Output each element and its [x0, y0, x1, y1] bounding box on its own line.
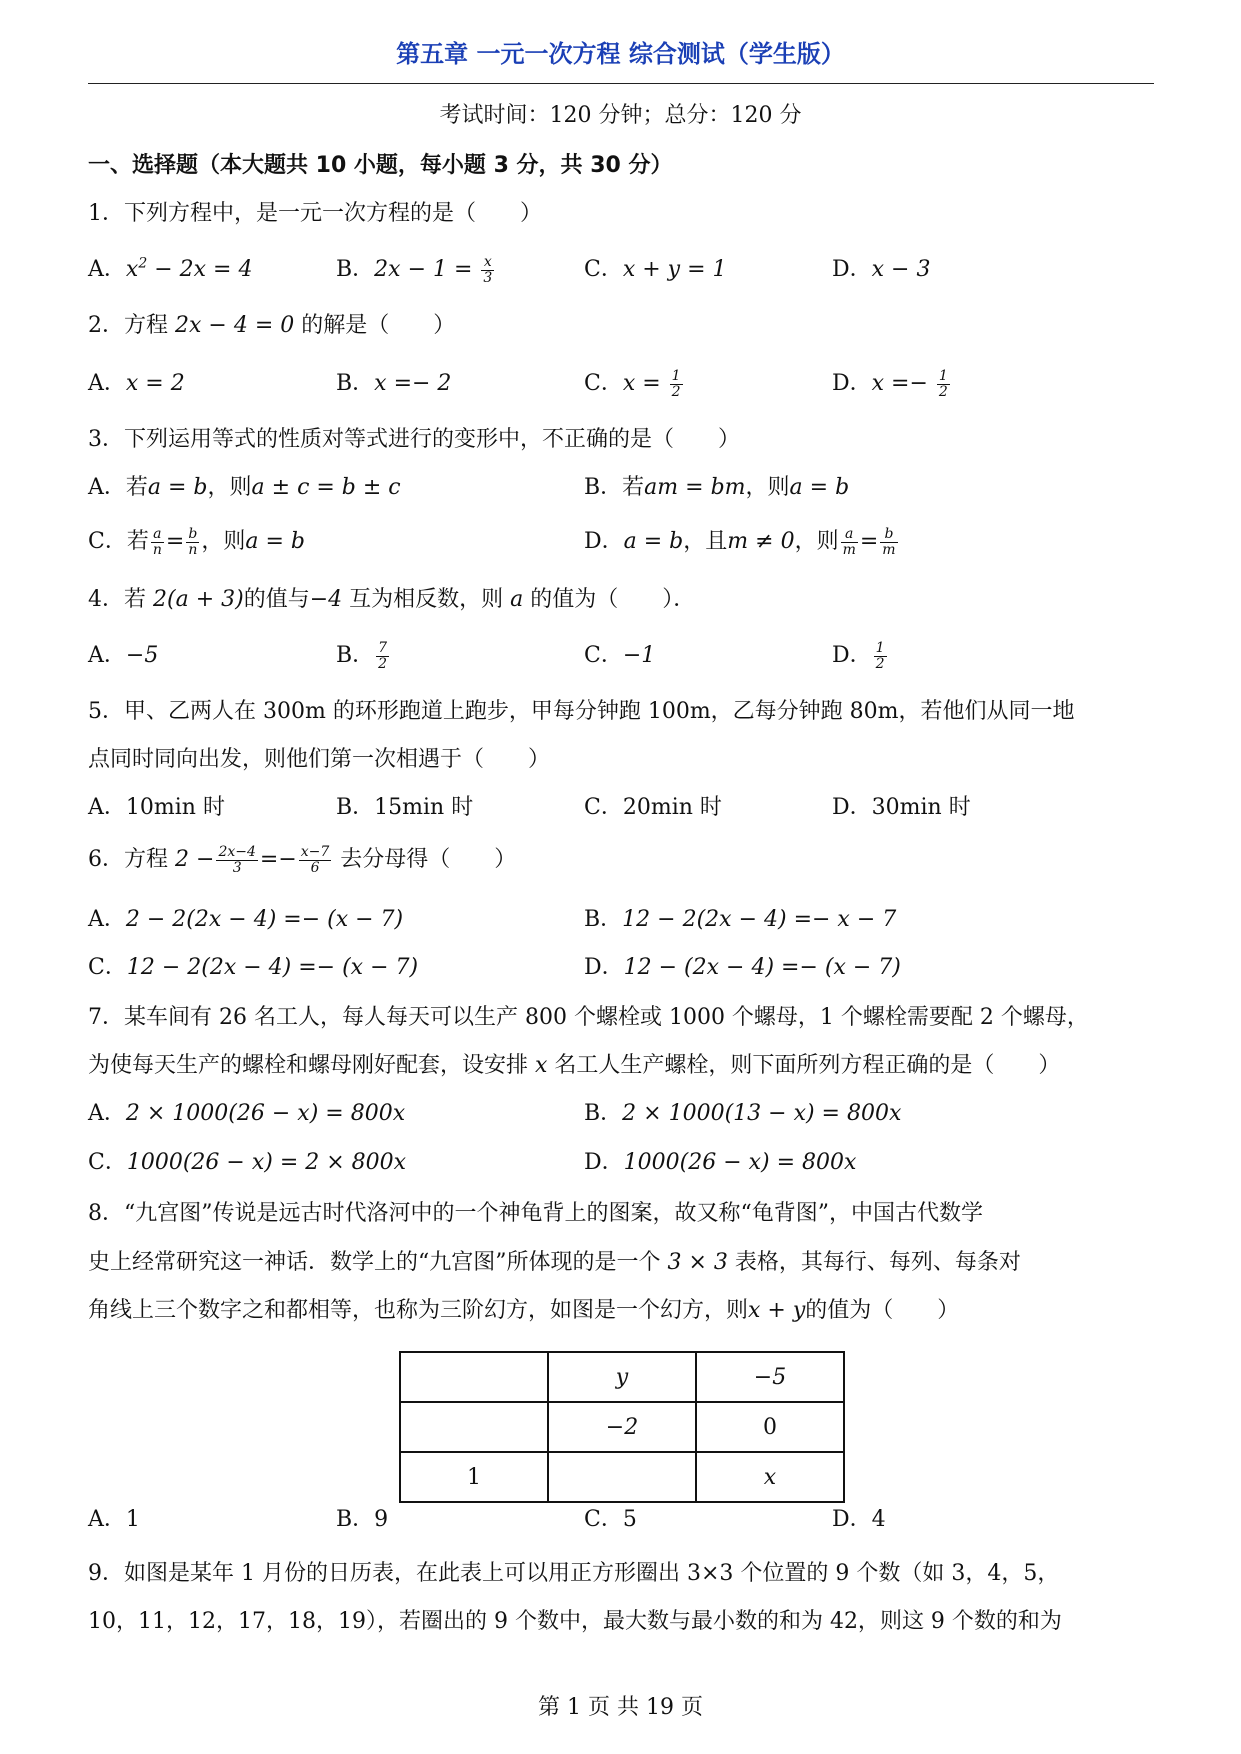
document-title: 第五章 一元一次方程 综合测试（学生版）: [396, 40, 845, 68]
q1-option-a: A．$x^2 - 2x = 4$: [88, 255, 253, 282]
q6-option-c: C．12 − 2(2x − 4) =− (x − 7): [88, 955, 419, 980]
exam-info: 考试时间：120 分钟；总分：120 分: [439, 103, 802, 128]
q3-option-b: B．若am = bm，则a = b: [584, 475, 850, 500]
q6-option-b: B．12 − 2(2x − 4) =− x − 7: [584, 907, 897, 932]
table-cell: [400, 1352, 548, 1402]
question-7-line-1: 7．某车间有 26 名工人，每人每天可以生产 800 个螺栓或 1000 个螺母，1 个螺栓需要配 2 个螺母，: [88, 1005, 1089, 1030]
table-row: [400, 1452, 844, 1502]
question-5-line-2: 点同时同向出发，则他们第一次相遇于（ ）: [88, 747, 551, 772]
q1-option-b: B．2x − 1 = $\frac{x}{3}$: [336, 253, 493, 286]
question-5-line-1: 5．甲、乙两人在 300m 的环形跑道上跑步，甲每分钟跑 100m，乙每分钟跑 80m，若他们从同一地: [88, 699, 1075, 724]
table-cell: 1: [400, 1452, 548, 1502]
table-cell: y: [548, 1352, 696, 1402]
table-cell: [548, 1452, 696, 1502]
q4-option-d: D． $\frac{1}{2}$: [832, 639, 885, 672]
question-6-stem: 6．方程 2 − $\frac{2x-4}{3}$ =− $\frac{x-7}{6}$ 去分母得（ ）: [88, 843, 517, 876]
q7-option-b: B．2 × 1000(13 − x) = 800x: [584, 1101, 902, 1126]
q5-option-c: C．20min 时: [584, 795, 722, 820]
q6-option-d: D．12 − (2x − 4) =− (x − 7): [584, 955, 901, 980]
table-cell: −5: [696, 1352, 844, 1402]
table-cell: [400, 1402, 548, 1452]
question-9-line-2: 10，11，12，17，18，19），若圈出的 9 个数中，最大数与最小数的和为 42，则这 9 个数的和为: [88, 1609, 1062, 1634]
question-9-line-1: 9．如图是某年 1 月份的日历表，在此表上可以用正方形圈出 3×3 个位置的 9 个数（如 3，4，5，: [88, 1561, 1060, 1586]
magic-square-table: [399, 1351, 845, 1503]
q7-option-a: A．2 × 1000(26 − x) = 800x: [88, 1101, 406, 1126]
q3-option-a: A．若a = b，则a ± c = b ± c: [88, 475, 401, 500]
header-divider: [88, 83, 1154, 84]
q8-option-b: B．9: [336, 1507, 389, 1532]
q4-option-a: A．−5: [88, 643, 159, 668]
question-8-line-2: 史上经常研究这一神话．数学上的“九宫图”所体现的是一个 3 × 3 表格，其每行、每列、每条对: [88, 1250, 1021, 1275]
q2-option-d: D．x =− $\frac{1}{2}$: [832, 367, 948, 400]
q2-option-c: C．x = $\frac{1}{2}$: [584, 367, 681, 400]
question-1-stem: 1．下列方程中，是一元一次方程的是（ ）: [88, 201, 542, 226]
question-7-line-2: 为使每天生产的螺栓和螺母刚好配套，设安排 x 名工人生产螺栓，则下面所列方程正确的是（ ）: [88, 1053, 1061, 1078]
q8-option-c: C．5: [584, 1507, 637, 1532]
q2-option-b: B．x =− 2: [336, 371, 452, 396]
q5-option-b: B．15min 时: [336, 795, 474, 820]
q7-option-c: C．1000(26 − x) = 2 × 800x: [88, 1150, 407, 1175]
q4-option-b: B． $\frac{7}{2}$: [336, 639, 388, 672]
q8-option-d: D．4: [832, 1507, 886, 1532]
q3-option-c: C．若 $\frac{a}{n}$ = $\frac{b}{n}$ ，则a = b: [88, 525, 305, 558]
q5-option-d: D．30min 时: [832, 795, 971, 820]
question-2-stem: 2．方程 2x − 4 = 0 的解是（ ）: [88, 313, 456, 338]
table-row: [400, 1402, 844, 1452]
q4-option-c: C．−1: [584, 643, 656, 668]
page-footer: 第 1 页 共 19 页: [538, 1695, 703, 1720]
table-row: [400, 1352, 844, 1402]
q1-option-c: C．x + y = 1: [584, 257, 727, 282]
question-3-stem: 3．下列运用等式的性质对等式进行的变形中，不正确的是（ ）: [88, 427, 740, 452]
q3-option-d: D．a = b，且m ≠ 0，则 $\frac{a}{m}$ = $\frac{b}{m}$: [584, 525, 896, 558]
q8-option-a: A．1: [88, 1507, 140, 1532]
question-8-line-1: 8．“九宫图”传说是远古时代洛河中的一个神龟背上的图案，故又称“龟背图”，中国古代数学: [88, 1201, 983, 1226]
question-4-stem: 4．若 2(a + 3)的值与−4 互为相反数，则 a 的值为（ ）．: [88, 587, 696, 612]
q7-option-d: D．1000(26 − x) = 800x: [584, 1150, 857, 1175]
q5-option-a: A．10min 时: [88, 795, 225, 820]
table-cell: x: [696, 1452, 844, 1502]
q6-option-a: A．2 − 2(2x − 4) =− (x − 7): [88, 907, 404, 932]
table-cell: −2: [548, 1402, 696, 1452]
question-8-line-3: 角线上三个数字之和都相等，也称为三阶幻方，如图是一个幻方，则x + y的值为（ ）: [88, 1298, 960, 1323]
table-cell: 0: [696, 1402, 844, 1452]
q1-option-d: D．x − 3: [832, 257, 931, 282]
section-title: 一、选择题（本大题共 10 小题，每小题 3 分，共 30 分）: [88, 153, 673, 178]
q2-option-a: A．x = 2: [88, 371, 185, 396]
